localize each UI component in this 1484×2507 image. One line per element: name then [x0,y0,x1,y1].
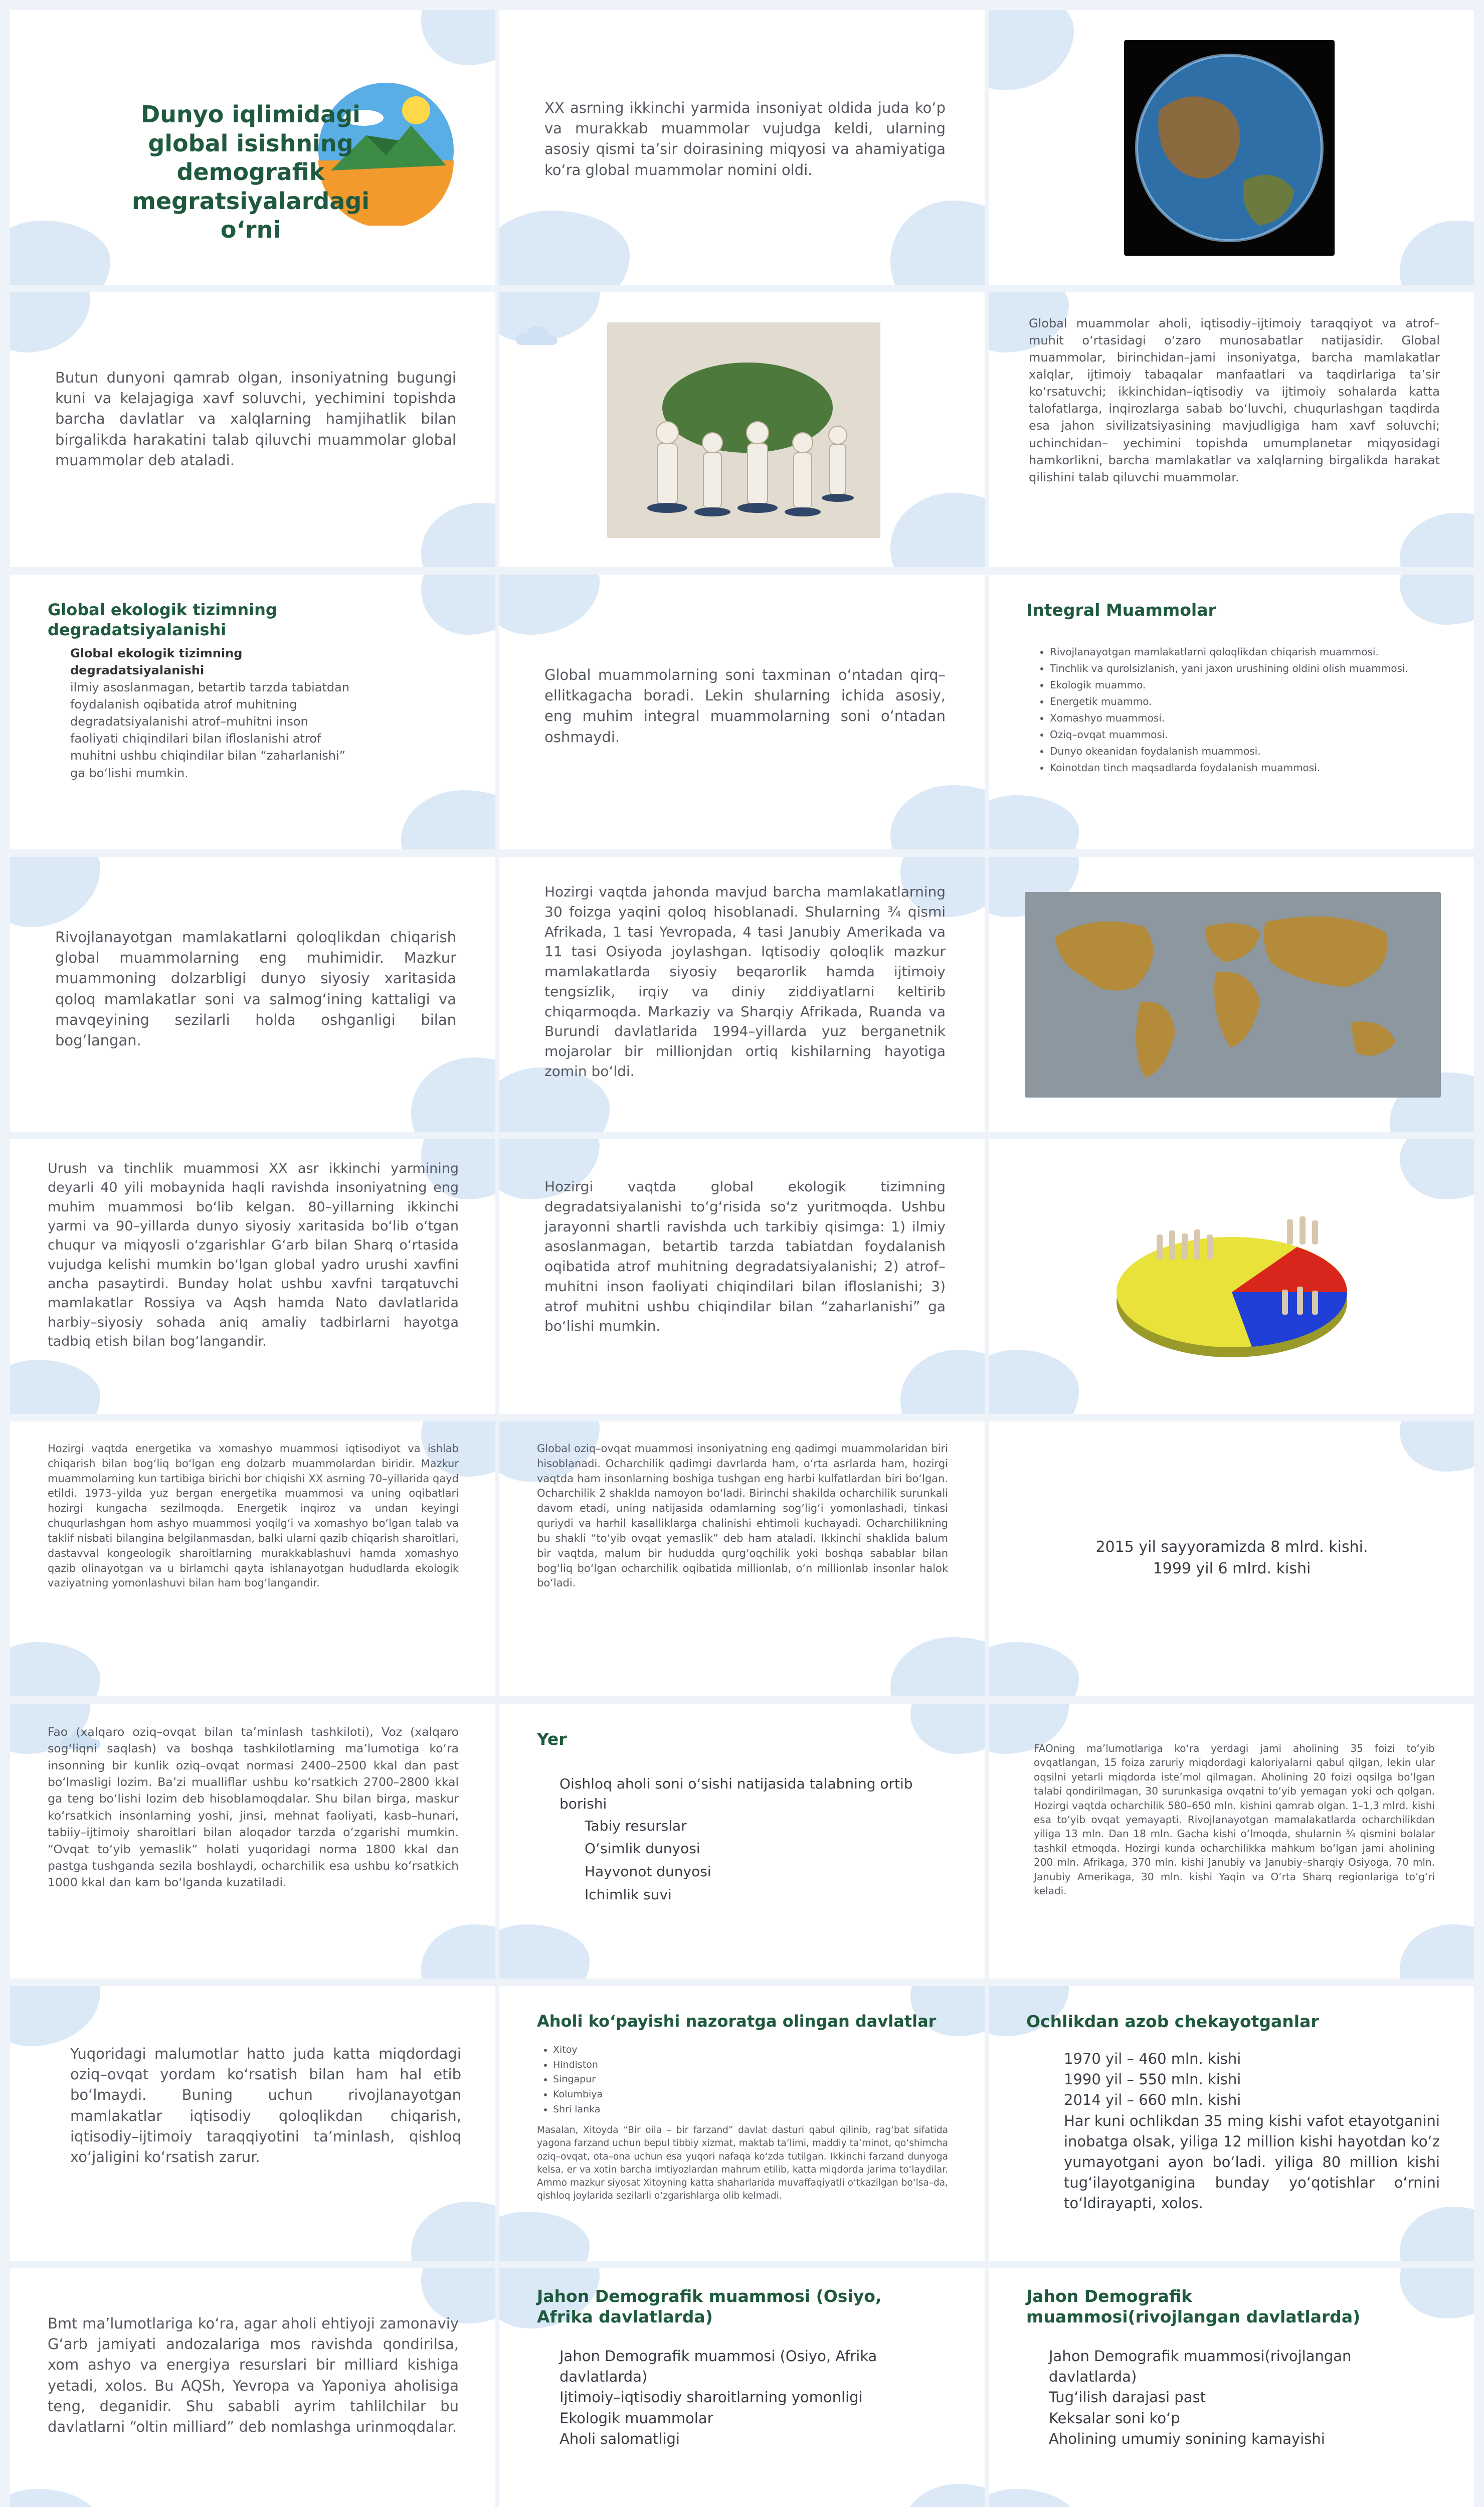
controlled-countries-list [542,2044,854,2118]
slide-23 [499,1986,985,2261]
slide-20 [499,1704,985,1979]
slide-18 [989,1421,1474,1696]
list-item: O‘simlik dunyosi [585,1840,700,1857]
hunger-1990: 1990 yil – 550 mln. kishi [1064,2071,1241,2088]
slide-24 [989,1986,1474,2261]
slide-14 [499,1139,985,1414]
slide-body [70,645,351,782]
slide-subheading: Jahon Demografik muammosi (Osiyo, Afrika davlatlarda) [560,2348,877,2386]
slide-text: Har kuni ochlikdan 35 ming kishi vafot etayotganini inobatga olsak, yiliga 12 million kishi hayotdan ko‘z yumayotgani ayon bo‘ladi. yiliga 80 million kishi tug‘ilayotganigina bunday yo‘qotishlar o‘rnini to‘ldirayapti, xolos. [1064,2112,1440,2212]
slide-text: Hozirgi vaqtda energetika va xomashyo muammosi iqtisodiyot va ishlab chiqarish bilan bog‘liq bo‘lgan eng dolzarb muammolardan biridir. Mazkur muammolarning kun tartibiga birichi bor chiqishi XX asrning 70–yillarida qayd etildi. 1973–yilda yuz bergan energetika muammosi va uning oqibatlari hozirgi kungacha sezilmoqda. Energetik inqiroz va undan keyingi chuqurlashgan hom ashyo muammosi yoqilg‘i va xomashyo bo‘lgan talab va taklif nisbati bilangina belgilanmasdan, balki ularni qazib chiqarish sharoitlari, dastavval kongeologik sharoitlarning murakkablashuvi hamda xomashyo qazib olinayotgan va u birlamchi qayta ishlanayotgan hududlarda ekologik vaziyatning yomonlashuvi bilan ham bog‘langandir. [48,1443,459,1589]
list-item: • Hindiston [553,2059,854,2072]
population-line-2015: 2015 yil sayyoramizda 8 mlrd. kishi. [1095,1538,1368,1556]
earth-photo [1124,40,1335,256]
slide-body [1049,2346,1360,2449]
list-item: Hayvonot dunyosi [585,1863,711,1880]
slide-intro: Oishloq aholi soni o‘sishi natijasida talabning ortib borishi [560,1775,913,1812]
list-item: • Kolumbiya [553,2088,854,2101]
list-item: Keksalar soni ko‘p [1049,2409,1180,2427]
slide-6 [989,292,1474,567]
list-item: • Singapur [553,2073,854,2086]
slide-text: Global muammolar aholi, iqtisodiy–ijtimoiy taraqqiyot va atrof– muhit o‘rtasidagi o‘zaro munosabatlar natijasidir. Global muammolar, birinchidan–jami insoniyatga, barcha mamlakatlar xalqlar, ijtimoiy tabaqalar manfaatlari va taqdirlariga ta’sir ko‘rsatuvchi; ikkinchidan–iqtisodiy va ijtimoiy sohalarda katta talofatlarga, inqirozlarga sabab bo‘luvchi, chuqurlashgan taqdirda esa jahon sivilizatsiyasining mavjudligiga ham xavf soluvchi; uchinchidan– yechimini topishda umumplanetar miqyosidagi hamkorlikni, barcha mamlakatlar va xalqlarning birgalikda harakat qilishini talab qiluvchi muammolar. [1029,316,1440,484]
slide-text: Rivojlanayotgan mamlakatlarni qoloqlikdan chiqarish global muammolarning eng muhimidir. Mazkur muammoning dolzarbligi dunyo siyosiy xaritasida qoloq mamlakatlar soni va salmog‘ining kattaligi va mavqeyining sezilarli holda oshganligi bilan bog‘langan. [55,929,456,1049]
slide-10 [10,857,495,1132]
slide-text: Masalan, Xitoyda “Bir oila – bir farzand” davlat dasturi qabul qilinib, rag‘bat sifatida yagona farzand uchun bepul tibbiy xizmat, maktab ta’limi, maddiy ta’minot, qo‘shimcha oziq–ovqat, ota–ona uchun esa yuqori nafaqa ko‘zda tutilgan. Ikkinchi farzand dunyoga kelsa, er va xotin barcha imtiyozlardan mahrum etilib, katta miqdorda jarima to‘laydilar. Ammo mazkur siyosat Xitoyning katta shaharlarida muvaffaqiyatli o‘tkazilgan bo‘lsa–da, qishloq joylarida sezilarli o‘zgarishlarga olib kelmadi. [537,2125,948,2202]
list-item: Ekologik muammolar [560,2409,713,2427]
slide-16 [10,1421,495,1696]
slide-subheading: Global ekologik tizimning degradatsiyalanishi [70,646,243,678]
list-item: • Xitoy [553,2044,854,2057]
slide-heading: Yer [537,1729,567,1749]
slide-11 [499,857,985,1132]
slide-27 [989,2268,1474,2507]
slide-text: Fao (xalqaro oziq–ovqat bilan ta’minlash tashkiloti), Voz (xalqaro sog‘liqni saqlash) va boshqa tashkilotlarning ma’lumotiga ko‘ra insonning bir kunlik oziq–ovqat normasi 2400–2500 kkal dan past bo‘lmasligi lozim. Ba’zi mualliflar ushbu ko‘rsatkich 2700–2800 kkal ga teng bo‘lishi lozim deb hisoblamoqdalar. Shu bilan birga, maskur ko‘rsatkich insonlarning yoshi, jinsi, mehnat faoliyati, kasb–hunari, tabiiy–ijtimoiy sharoitlari bilan aloqador tarzda o‘zgarishi mumkin. “Ovqat to‘yib yemaslik” holati yuqoridagi norma 1800 kkal dan pastga tushganda sezila boshlaydi, ocharchilik esa ushbu ko‘rsatkich 1000 kkal dan kam bo‘lganda kuzatiladi. [48,1725,459,1890]
list-item: • Xomashyo muammosi. [1050,711,1461,726]
population-line-1999: 1999 yil 6 mlrd. kishi [1153,1559,1311,1577]
slide-5 [499,292,985,567]
slide-9 [989,575,1474,849]
slide-subheading: Jahon Demografik muammosi(rivojlangan davlatlarda) [1049,2348,1352,2386]
slide-25 [10,2268,495,2507]
list-item: Ichimlik suvi [585,1886,672,1903]
slide-8 [499,575,985,849]
slide-body [1049,2049,1440,2214]
integral-problems-list [1039,645,1461,777]
slide-19 [10,1704,495,1979]
slide-text: FAOning ma’lumotlariga ko‘ra yerdagi jami aholining 35 foizi to‘yib ovqatlangan, 15 foiza zaruriy miqdordagi kaloriyalarni qabul qilgan, lekin ular oqsilni yetarli miqdorda iste’mol qilmagan. Aholining 20 foizi oqsilga bo‘lgan talabi qondirilmagan, 30 surunkasiga ovqatni to‘yib yemagan yoki och qolgan. Hozirgi vaqtda ocharchilik 580–650 mln. kishini qamrab olgan. 1–1,3 mlrd. kishi esa to‘yib ovqat yemayapti. Rivojlanayotgan mamalakatlarda ocharchilikdan yiliga 13 mln. Dan 18 mln. Gacha kishi o‘lmoqda, shularnin ¾ qismini bolalar tashkil etmoqda. Hozirgi kunda ocharchilikka mahkum bo‘lgan jami aholining 200 mln. Afrikaga, 370 mln. kishi Janubiy va Janubiy–sharqiy Osiyoga, 70 mln. Janubiy Amerikaga, 30 mln. kishi Yaqin va O‘rta Sharq regionlariga to‘g‘ri keladi. [1034,1742,1435,1897]
slide-12 [989,857,1474,1132]
pie-people-photo [1086,1174,1377,1375]
slide-4 [10,292,495,567]
slide-2 [499,10,985,285]
cloud-icon [514,322,560,347]
slide-title [10,10,495,285]
slide-text: Butun dunyoni qamrab olgan, insoniyatning bugungi kuni va kelajagiga xavf soluvchi, yechimini topishda barcha davlatlar va xalqlarning hamjihatlik bilan birgalikda harakatini talab qiluvchi muammolar global muammolar deb ataladi. [55,369,456,469]
slide-text: XX asrning ikkinchi yarmida insoniyat oldida juda ko‘p va murakkab muammolar vujudga keldi, ularning asosiy qismi ta’sir doirasining miqyosi va ahamiyatiga ko‘ra global muammolar nomini oldi. [544,99,946,178]
list-item: • Rivojlanayotgan mamlakatlarni qoloqlikdan chiqarish muammosi. [1050,645,1461,659]
slide-7 [10,575,495,849]
hunger-2014: 2014 yil – 660 mln. kishi [1064,2091,1241,2109]
slide-15 [989,1139,1474,1414]
list-item: Ijtimoiy–iqtisodiy sharoitlarning yomonligi [560,2389,863,2406]
slide-21 [989,1704,1474,1979]
slide-13 [10,1139,495,1414]
slide-text: ilmiy asoslanmagan, betartib tarzda tabiatdan foydalanish oqibatida atrof muhitning degradatsiyalanishi atrof–muhitni inson faoliyati chiqindilari bilan ifloslanishi atrof muhitni ushbu chiqindilar bilan “zaharlanishi” ga bo‘lishi mumkin. [70,680,350,780]
slide-heading: Jahon Demografik muammosi(rivojlangan davlatlarda) [1026,2286,1361,2327]
list-item: • Ekologik muammo. [1050,678,1461,692]
slide-text: Global muammolarning soni taxminan o‘ntadan qirq–ellitkagacha boradi. Lekin shularning ichida asosiy, eng muhim integral muammolarning soni o‘ntadan oshmaydi. [544,666,946,746]
slide-3 [989,10,1474,285]
list-item: • Tinchlik va qurolsizlanish, yani jaxon urushining oldini olish muammosi. [1050,661,1461,676]
slide-text: Hozirgi vaqtda global ekologik tizimning degradatsiyalanishi to‘g‘risida so‘z yuritmoqda. Ushbu jarayonni shartli ravishda uch tarkibiy qisimga: 1) ilmiy asoslanmagan, betartib tarzda tabiatdan foydalanish oqibatida atrof muhitning degradatsiyalanishi; 2) atrof–muhitni inson faoliyati chiqindilari bilan ifloslanishi; 3) atrof muhitni ushbu chiqindilar bilan “zaharlanishi” ga bo‘lishi mumkin. [544,1178,946,1335]
slide-heading: Jahon Demografik muammosi (Osiyo, Afrika davlatlarda) [537,2286,882,2327]
population-stat-block [1039,1537,1425,1579]
list-item: • Dunyo okeanidan foydalanish muammosi. [1050,744,1461,759]
list-item: • Oziq–ovqat muammosi. [1050,728,1461,742]
presentation-title: Dunyo iqlimidagi global isishning demografik megratsiyalardagi o‘rni [131,101,370,243]
slide-text: Urush va tinchlik muammosi XX asr ikkinchi yarmining deyarli 40 yili mobaynida haqli ravishda insoniyatning eng muhim muammosi bo‘lib kelgan. 80–yillarning ikkinchi yarmi va 90–yillarda dunyo siyosiy xaritasida bo‘lib o‘tgan chuqur va miqyosli o‘zgarishlar G‘arb bilan Sharq o‘rtasida vujudga kelishi mumkin bo‘lgan global yadro urushi xavfini ancha pasaytirdi. Bunday holat ushbu xavfni tarqatuvchi mamlakatlar Rossiya va Aqsh hamda Nato davlatlarida harbiy–siyosiy sohada aniq amaliy tadbirlarni hayotga tadbiq etish bilan bog‘langandir. [48,1161,459,1349]
slide-text: Global oziq–ovqat muammosi insoniyatning eng qadimgi muammolaridan biri hisoblanadi. Ocharchilik qadimgi davrlarda ham, o‘rta asrlarda ham, hozirgi vaqtda ham insonlarning boshiga tushgan eng harbi kulfatlardan biri bo‘lgan. Ocharchilik 2 shaklda namoyon bo‘ladi. Birinchi shakilda ocharchilik surunkali davom etadi, uning natijasida odamlarning sog‘lig‘i yomonlashadi, tinkasi quriydi va harhil kasalliklarga chalinishi ehtimoli kuchayadi. Ocharchilikning bu shakli “to‘yib ovqat yemaslik” deb ham ataladi. Ikkinchi shaklida balum bir vaqtda, malum bir hududda qurg‘oqchilik yoki boshqa sabablar bilan bog‘liq bo‘lgan ocharchilik oqibatida millionlab, o‘n millionlab insonlar halok bo‘ladi. [537,1443,948,1589]
list-item: Aholi salomatligi [560,2430,680,2447]
slide-heading: Global ekologik tizimning degradatsiyalanishi [48,600,277,639]
world-map-crowd-photo [1025,892,1441,1098]
list-item: • Koinotdan tinch maqsadlarda foydalanish muammosi. [1050,761,1461,775]
list-item: Tabiy resurslar [585,1817,687,1834]
hunger-1970: 1970 yil – 460 mln. kishi [1064,2050,1241,2067]
slide-26 [499,2268,985,2507]
slide-body [560,1774,951,1908]
slide-22 [10,1986,495,2261]
slide-heading: Ochlikdan azob chekayotganlar [1026,2012,1319,2031]
slide-17 [499,1421,985,1696]
slide-text: Yuqoridagi malumotlar hatto juda katta miqdordagi oziq–ovqat yordam ko‘rsatish bilan ham hal etib bo‘lmaydi. Buning uchun rivojlanayotgan mamlakatlar iqtisodiy qoloqlikdan chiqarish, iqtisodiy–ijtimoiy taraqqiyotini ta’minlash, qishloq xo‘jaligini ko‘rsatish zarur. [70,2045,461,2166]
paper-people-photo [607,322,880,538]
list-item: Aholining umumiy sonining kamayishi [1049,2430,1325,2447]
slide-text: Hozirgi vaqtda jahonda mavjud barcha mamlakatlarning 30 foizga yaqini qoloq hisoblanadi. Shularning ¾ qismi Afrikada, 1 tasi Yevropada, 4 tasi Janubiy Amerikada va 11 tasi Osiyoda joylashgan. Iqtisodiy qoloqlik mazkur mamlakatlarda siyosiy beqarorlik hamda ijtimoiy tengsizlik, irqiy va diniy ziddiyatlarni keltirib chiqarmoqda. Markaziy va Sharqiy Afrikada, Ruanda va Burundi davlatlarida 1994–yillarda yuz berganetnik mojarolar bir millionjdan ortiq kishilarning hayotiga zomin bo‘ldi. [544,883,946,1080]
slide-text: Bmt ma’lumotlariga ko‘ra, agar aholi ehtiyoji zamonaviy G‘arb jamiyati andozalariga mos ravishda qondirilsa, xom ashyo va energiya resurslari bir milliard kishiga yetadi, xolos. Bu AQSh, Yevropa va Yaponiya aholisiga teng, deganidir. Shu sababli ayrim tahlilchilar bu davlatlarni “oltin milliard” deb nomlashga urinmoqdalar. [48,2315,459,2435]
list-item: • Shri lanka [553,2103,854,2116]
slide-heading: Aholi ko‘payishi nazoratga olingan davlatlar [537,2012,937,2031]
slide-body [560,2346,910,2449]
list-item: • Energetik muammo. [1050,694,1461,709]
slide-heading: Integral Muammolar [1026,600,1216,620]
list-item: Tug‘ilish darajasi past [1049,2389,1206,2406]
